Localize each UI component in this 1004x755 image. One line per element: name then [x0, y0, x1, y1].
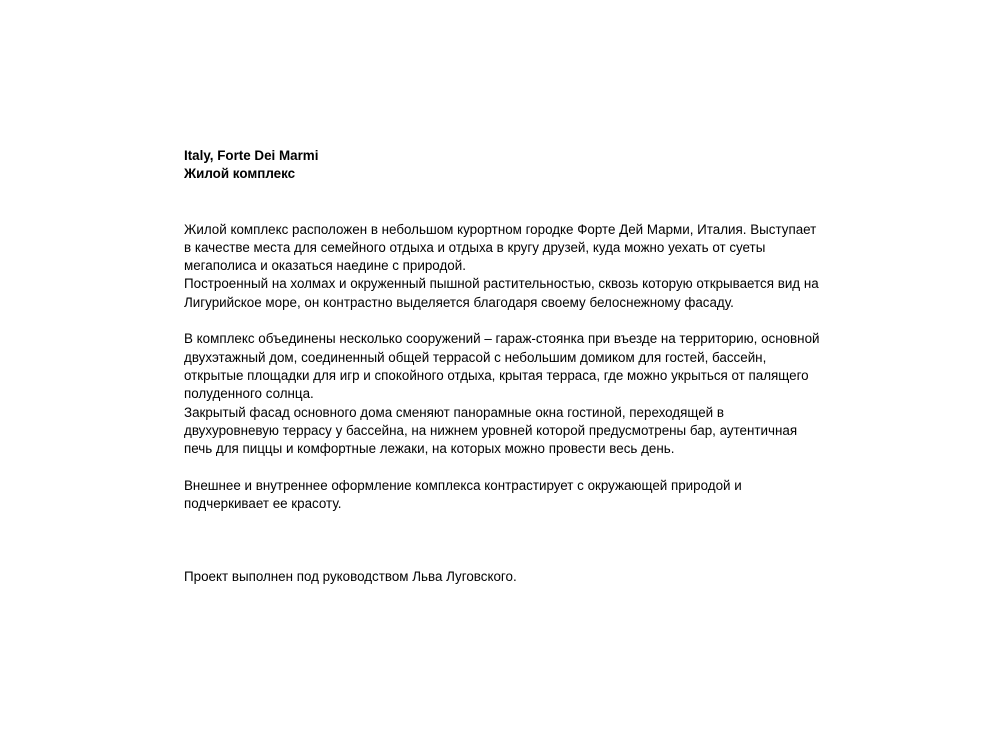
- text-line: в качестве места для семейного отдыха и отдыха в кругу друзей, куда можно уехать от суеты: [184, 239, 766, 255]
- spacer: [184, 458, 844, 476]
- text-line: печь для пиццы и комфортные лежаки, на которых можно провести весь день.: [184, 441, 675, 457]
- project-type-title: Жилой комплекс: [184, 166, 296, 182]
- text-line: двухуровневую террасу у бассейна, на нижнем уровней которой предусмотрены бар, аутентичная: [184, 422, 798, 438]
- spacer: [184, 513, 844, 568]
- text-line: Внешнее и внутреннее оформление комплекса контрастирует с окружающей природой и: [184, 477, 742, 493]
- project-description: [184, 147, 844, 587]
- description-paragraph-3: [184, 477, 844, 514]
- spacer: [184, 312, 844, 330]
- project-credit: Проект выполнен под руководством Льва Луговского.: [184, 569, 517, 585]
- text-line: полуденного солнца.: [184, 386, 314, 402]
- text-line: Закрытый фасад основного дома сменяют панорамные окна гостиной, переходящей в: [184, 404, 724, 420]
- text-line: Построенный на холмах и окруженный пышной растительностью, сквозь которую открывается вид на: [184, 276, 819, 292]
- text-line: подчеркивает ее красоту.: [184, 496, 342, 512]
- location-title: Italy, Forte Dei Marmi: [184, 148, 319, 163]
- text-line: мегаполиса и оказаться наедине с природой.: [184, 258, 466, 274]
- text-line: Лигурийское море, он контрастно выделяется благодаря своему белоснежному фасаду.: [184, 294, 734, 310]
- text-line: Жилой комплекс расположен в небольшом курортном городке Форте Дей Марми, Италия. Выступает: [184, 221, 817, 237]
- text-line: открытые площадки для игр и спокойного отдыха, крытая терраса, где можно укрыться от палящего: [184, 367, 809, 383]
- text-line: В комплекс объединены несколько сооружений – гараж-стоянка при въезде на территорию, основной: [184, 331, 820, 347]
- text-line: двухэтажный дом, соединенный общей террасой с небольшим домиком для гостей, бассейн,: [184, 349, 767, 365]
- description-paragraph-2: [184, 330, 844, 458]
- spacer: [184, 184, 844, 221]
- description-paragraph-1: [184, 221, 844, 312]
